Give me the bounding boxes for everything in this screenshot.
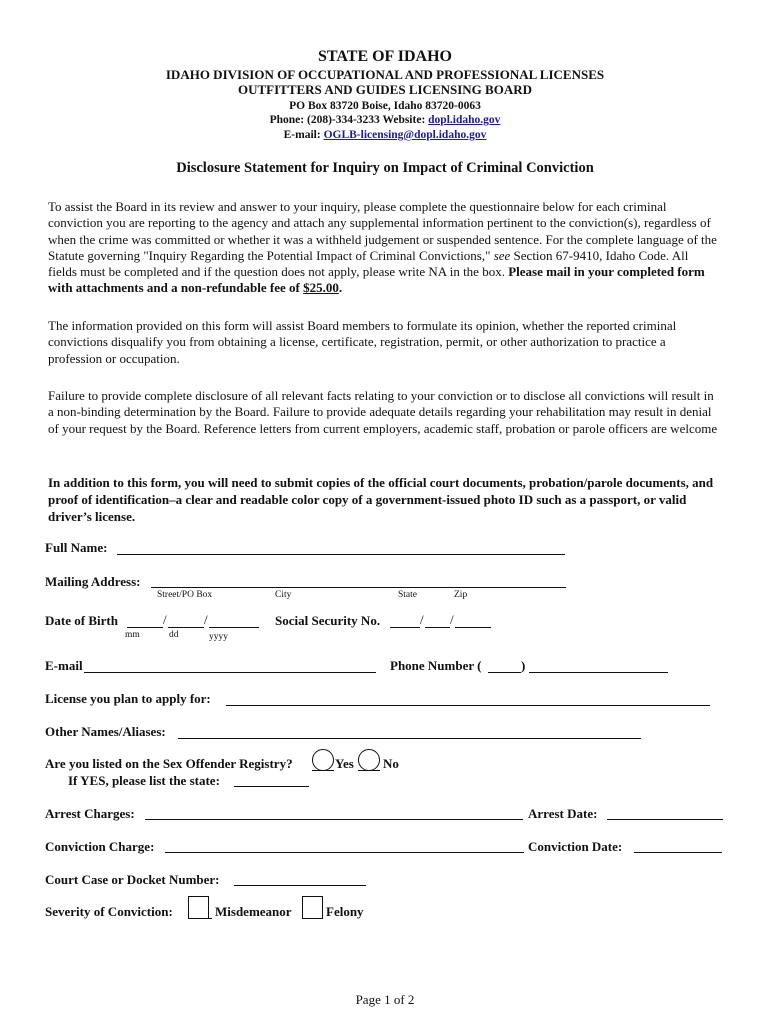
header-address: PO Box 83720 Boise, Idaho 83720-0063 (289, 100, 481, 112)
email-input[interactable] (84, 672, 376, 673)
ssn-slash: / (420, 612, 424, 627)
conviction-date-input[interactable] (634, 852, 722, 853)
header-division: IDAHO DIVISION OF OCCUPATIONAL AND PROFESSIONAL LICENSES (165, 67, 605, 82)
ssn-label: Social Security No. (275, 613, 381, 628)
info-paragraph: The information provided on this form will assist Board members to formulate its opinion, whether the reported criminal convictions disqualify you from obtaining a license, certificate, registration, permit, or other authorization to practice a profession or occupation. (48, 318, 677, 366)
felony-label: Felony (326, 904, 364, 919)
full-name-label: Full Name: (45, 540, 108, 555)
intro-paragraph (48, 199, 720, 297)
mailing-address-input[interactable] (151, 587, 566, 588)
documents-paragraph: In addition to this form, you will need to submit copies of the official court documents, probation/parole documents, and proof of identification–a clear and readable color copy of a government-issued photo ID such as a passport, or valid driver’s license. (48, 475, 714, 524)
fee-instruction: Please mail in your completed form with attachments and a non-refundable fee of (48, 264, 705, 296)
full-name-input[interactable] (117, 554, 565, 555)
addr-street-hint: Street/PO Box (157, 590, 213, 600)
addr-city-hint: City (275, 590, 292, 600)
fee-end: . (338, 280, 343, 296)
form-title: Disclosure Statement for Inquiry on Impact of Criminal Conviction (176, 160, 594, 176)
arrest-date-input[interactable] (607, 819, 723, 820)
ssn-part3-input[interactable] (455, 627, 491, 628)
dob-label: Date of Birth (45, 613, 118, 628)
addr-zip-hint: Zip (454, 590, 468, 600)
header-phone: Phone: (208)-334-3233 Website: (269, 114, 429, 126)
arrest-charges-label: Arrest Charges: (45, 806, 135, 821)
felony-checkbox[interactable] (302, 896, 323, 919)
offender-state-input[interactable] (234, 786, 309, 787)
dob-dd-hint: dd (169, 630, 179, 640)
arrest-date-label: Arrest Date: (528, 806, 598, 821)
dob-slash-2: / (204, 612, 208, 627)
sex-offender-yes-radio[interactable] (312, 749, 334, 771)
yes-underline (312, 770, 334, 771)
header-state: STATE OF IDAHO (318, 48, 452, 65)
intro-see: see (493, 247, 511, 263)
phone-number-input[interactable] (529, 672, 668, 673)
license-input[interactable] (226, 705, 710, 706)
conviction-charge-label: Conviction Charge: (45, 839, 155, 854)
misdemeanor-underline (188, 918, 212, 919)
aliases-input[interactable] (178, 738, 641, 739)
dob-month-input[interactable] (127, 627, 163, 628)
dob-day-input[interactable] (168, 627, 204, 628)
ssn-part1-input[interactable] (390, 627, 420, 628)
addr-state-hint: State (398, 590, 417, 600)
page-number: Page 1 of 2 (355, 992, 415, 1007)
dob-slash: / (163, 612, 167, 627)
severity-label: Severity of Conviction: (45, 904, 173, 919)
court-case-input[interactable] (234, 885, 366, 886)
header-email (0, 129, 770, 141)
header-email-label: E-mail: (283, 129, 324, 141)
license-label: License you plan to apply for: (45, 691, 211, 706)
header-phone-website (0, 114, 770, 126)
ssn-part2-input[interactable] (425, 627, 450, 628)
email-label: E-mail (45, 658, 83, 673)
sex-offender-no-radio[interactable] (358, 749, 380, 771)
misdemeanor-checkbox[interactable] (188, 896, 209, 919)
phone-close-paren: ) (521, 658, 526, 673)
yes-label: Yes (335, 756, 354, 771)
aliases-label: Other Names/Aliases: (45, 724, 166, 739)
if-yes-label: If YES, please list the state: (68, 773, 220, 788)
ssn-slash-2: / (450, 612, 454, 627)
court-case-label: Court Case or Docket Number: (45, 872, 220, 887)
phone-label: Phone Number ( (390, 658, 482, 673)
email-link[interactable]: OGLB-licensing@dopl.idaho.gov (323, 129, 487, 141)
intro-text-2: Section 67-9410, Idaho Code. All fields must be completed and if the question does not apply, please write NA in the box. (48, 247, 689, 280)
dob-year-input[interactable] (209, 627, 259, 628)
no-underline (358, 770, 380, 771)
dob-yyyy-hint: yyyy (209, 632, 228, 642)
conviction-charge-input[interactable] (165, 852, 524, 853)
phone-area-input[interactable] (488, 672, 521, 673)
fee-amount: $25.00 (303, 280, 339, 296)
sex-offender-label: Are you listed on the Sex Offender Registry? (45, 756, 293, 771)
no-label: No (383, 756, 399, 771)
mailing-address-label: Mailing Address: (45, 574, 141, 589)
misdemeanor-label: Misdemeanor (215, 904, 292, 919)
dob-mm-hint: mm (125, 630, 140, 640)
website-link[interactable]: dopl.idaho.gov (428, 114, 501, 126)
arrest-charges-input[interactable] (145, 819, 523, 820)
header-board: OUTFITTERS AND GUIDES LICENSING BOARD (237, 82, 532, 97)
failure-paragraph: Failure to provide complete disclosure of all relevant facts relating to your conviction or to disclose all convictions will result in a non-binding determination by the Board. Failure to provide adequate details regarding your rehabilitation may result in denial of your request by the Board. Reference letters from current employers, academic staff, probation or parole officers are welcome (48, 388, 718, 436)
conviction-date-label: Conviction Date: (528, 839, 623, 854)
intro-text: To assist the Board in its review and answer to your inquiry, please complete the questionnaire below for each criminal conviction you are reporting to the agency and attach any supplemental information pertinent to the conviction(s), regardless of when the crime was committed or whether it was a withheld judgement or suspended sentence. For the complete language of the Statute governing "Inquiry Regarding the Potential Impact of Criminal Convictions," (48, 199, 717, 263)
